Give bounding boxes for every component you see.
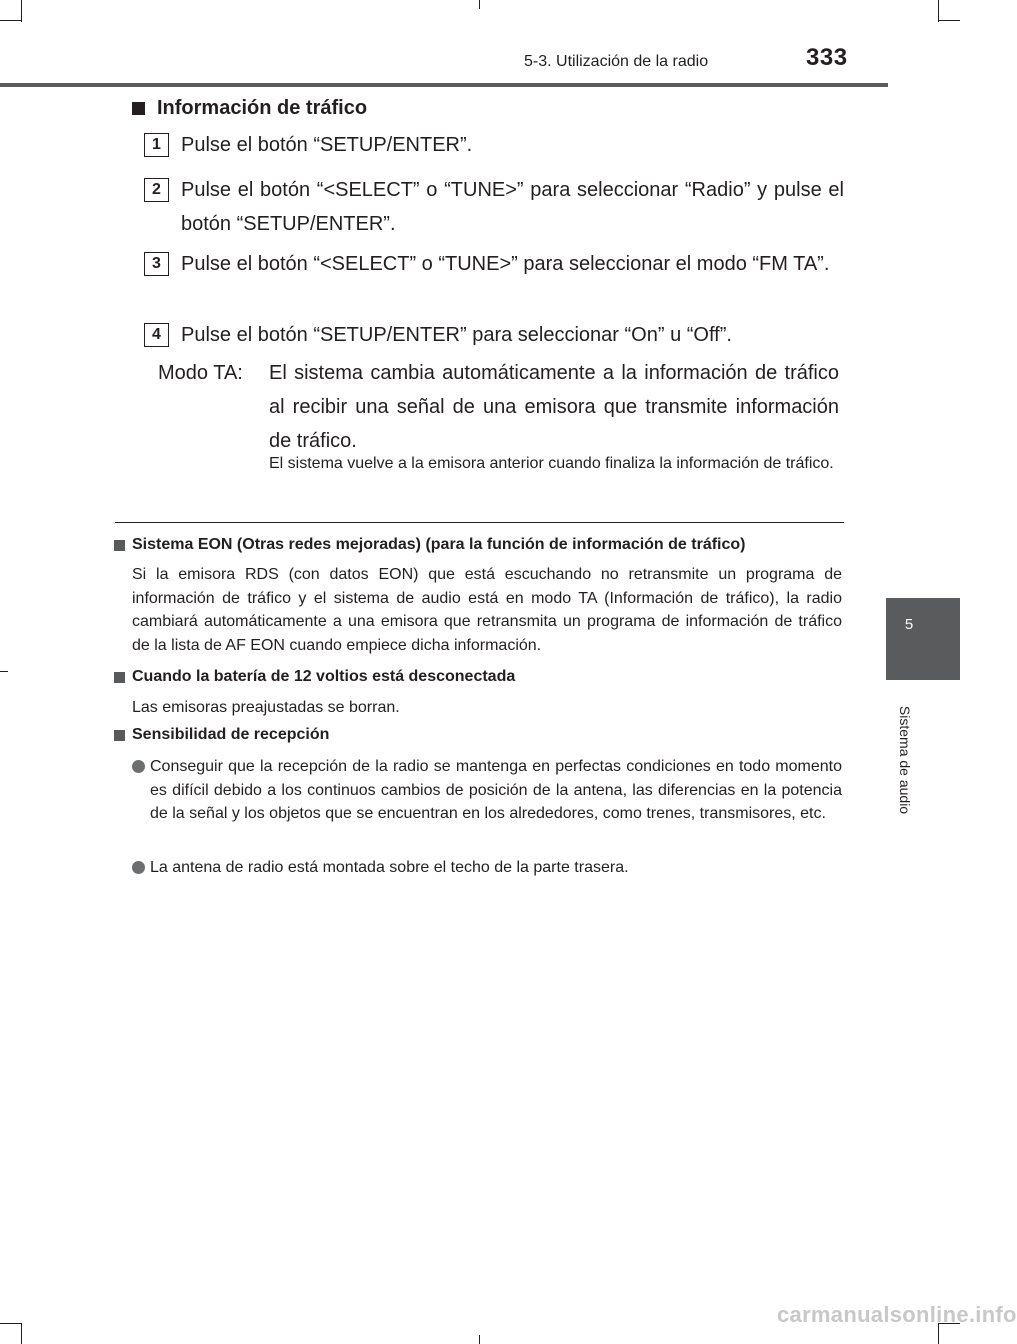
note-text-battery: Las emisoras preajustadas se borran. [132, 699, 400, 716]
step-text: Pulse el botón “SETUP/ENTER”. [181, 134, 473, 156]
chapter-title: Sistema de audio [897, 705, 913, 815]
watermark: carmanualsonline.info [777, 1302, 1017, 1327]
step-number-badge: 3 [144, 252, 169, 276]
page-number: 333 [806, 44, 848, 71]
bullet-text: La antena de radio está montada sobre el techo de la parte trasera. [150, 859, 629, 876]
list-item [132, 856, 842, 880]
note-title-text: Sensibilidad de recepción [132, 726, 330, 743]
square-bullet-icon [114, 540, 125, 551]
note-title-battery [114, 668, 515, 686]
section-reference: 5-3. Utilización de la radio [524, 53, 709, 70]
crop-mark [938, 0, 939, 22]
step-number-badge: 4 [144, 323, 169, 347]
bullet-text: Conseguir que la recepción de la radio se mantenga en perfectas condiciones en todo momento es difícil debido a los continuos cambios de posición de la antena, las diferencias en la potencia de la señal y los objetos que se encuentran en los alrededores, como trenes, transmisores, etc. [150, 758, 842, 822]
step-text: Pulse el botón “<SELECT” o “TUNE>” para seleccionar el modo “FM TA”. [181, 253, 830, 275]
square-bullet-icon [114, 672, 125, 683]
step-text: Pulse el botón “SETUP/ENTER” para seleccionar “On” u “Off”. [181, 324, 732, 346]
square-bullet-icon [132, 102, 145, 115]
crop-mark [21, 0, 22, 22]
step-item [144, 173, 844, 241]
note-title-text: Sistema EON (Otras redes mejoradas) (para la función de información de tráfico) [132, 536, 746, 553]
chapter-title-vertical [875, 690, 935, 830]
list-item [132, 755, 842, 826]
note-text-eon: Si la emisora RDS (con datos EON) que está escuchando no retransmite un programa de información de tráfico y el sistema de audio está en modo TA (Información de tráfico), la radio cambiará automáticamente a una emisora que retransmita un programa de información de tráfico de la lista de AF EON cuando empiece dicha información. [132, 566, 842, 654]
step-number-badge: 2 [144, 178, 169, 202]
step-item [144, 128, 844, 162]
step-text: Pulse el botón “<SELECT” o “TUNE>” para seleccionar “Radio” y pulse el botón “SETUP/ENTER”. [181, 179, 844, 235]
crop-mark [21, 1323, 22, 1344]
crop-mark [938, 20, 960, 21]
mode-description: El sistema cambia automáticamente a la información de tráfico al recibir una señal de una emisora que transmite información de tráfico. [269, 362, 839, 452]
registration-mark [0, 671, 8, 672]
step-number-badge: 1 [144, 133, 169, 157]
circle-bullet-icon [132, 861, 145, 874]
note-title-text: Cuando la batería de 12 voltios está desconectada [132, 668, 516, 685]
section-title-text: Información de tráfico [157, 97, 368, 119]
mode-note: El sistema vuelve a la emisora anterior cuando finaliza la información de tráfico. [269, 455, 834, 472]
note-title-sensitivity [114, 726, 329, 744]
step-item [144, 247, 844, 281]
square-bullet-icon [114, 730, 125, 741]
circle-bullet-icon [132, 760, 145, 773]
registration-mark [479, 0, 480, 9]
section-title [132, 97, 367, 120]
registration-mark [479, 1335, 480, 1344]
crop-mark [0, 1323, 22, 1324]
crop-mark [0, 20, 22, 21]
chapter-tab [886, 598, 960, 680]
mode-label: Modo TA: [158, 362, 243, 384]
step-item [144, 318, 844, 352]
note-title-eon [114, 536, 746, 554]
section-divider [115, 522, 844, 523]
chapter-number: 5 [904, 616, 914, 633]
header-rule [0, 83, 888, 87]
